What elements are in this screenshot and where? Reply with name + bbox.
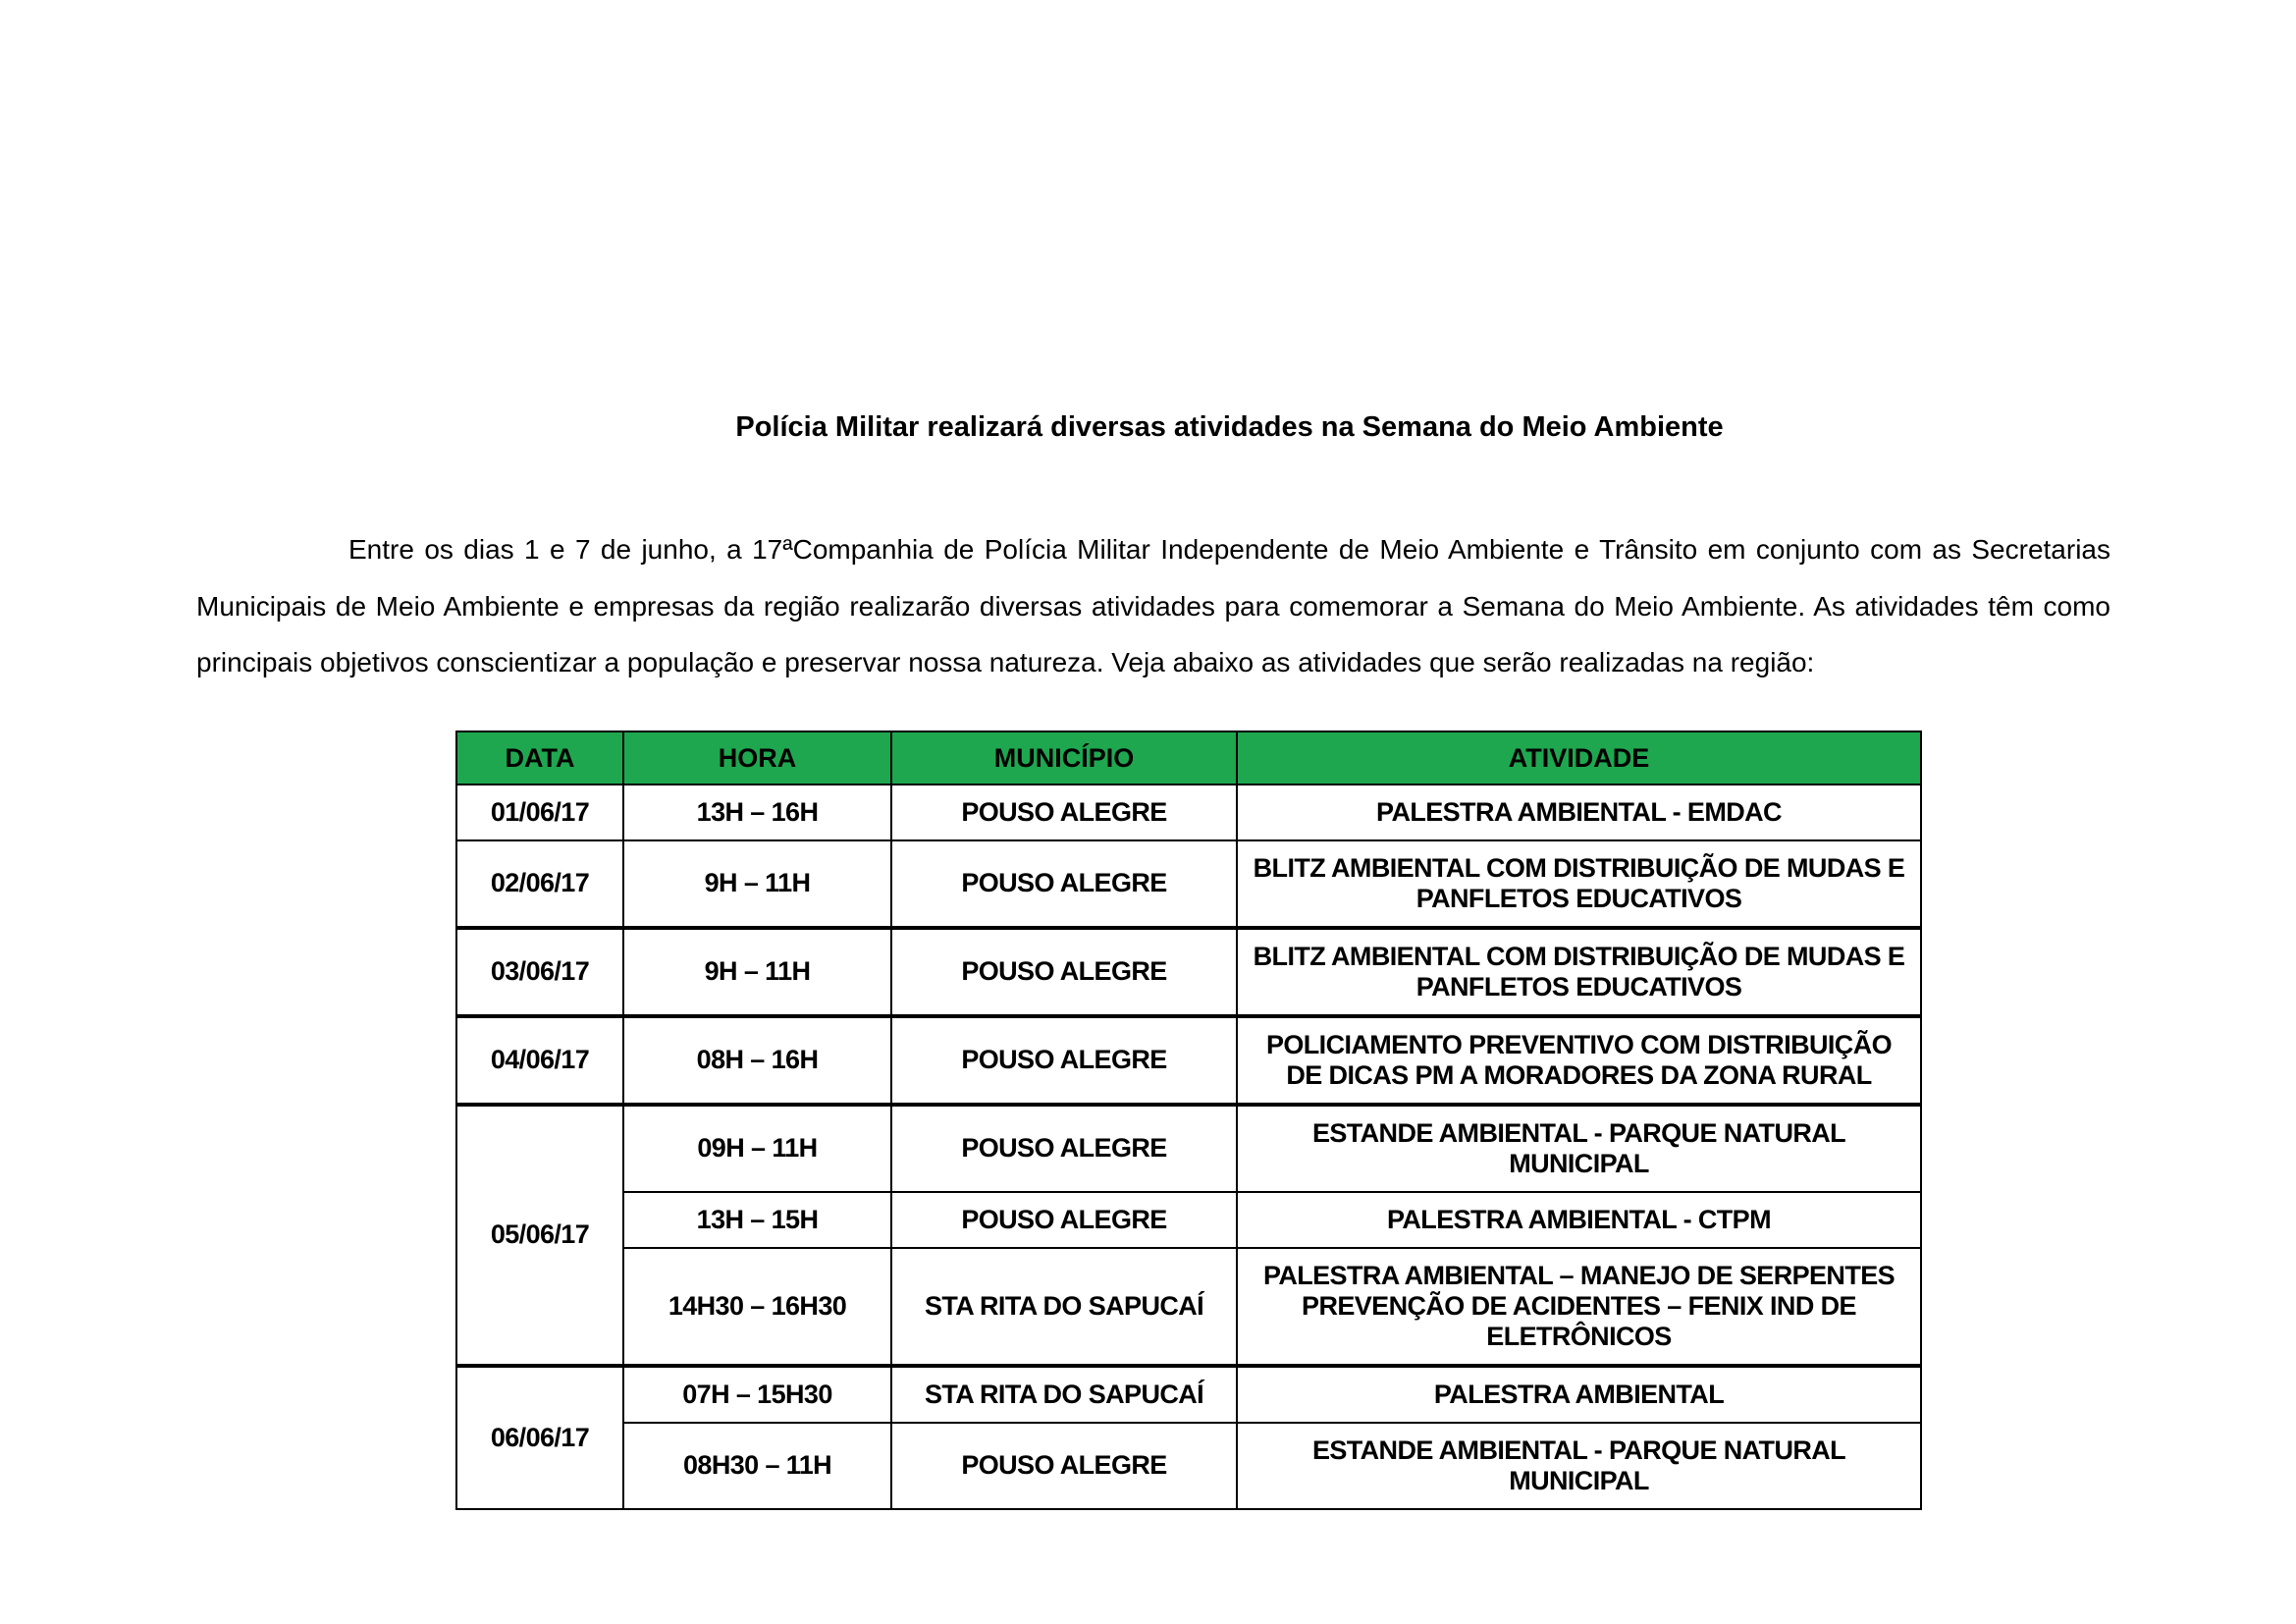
table-row	[456, 1366, 1921, 1423]
document-title: Polícia Militar realizará diversas atividades na Semana do Meio Ambiente	[735, 411, 1724, 443]
schedule-table-body	[456, 785, 1921, 1509]
municipio-cell: POUSO ALEGRE	[891, 1423, 1237, 1509]
municipio-cell: STA RITA DO SAPUCAÍ	[891, 1248, 1237, 1366]
atividade-cell: ESTANDE AMBIENTAL - PARQUE NATURAL MUNICIPAL	[1237, 1423, 1921, 1509]
table-header-row	[456, 731, 1921, 785]
document-content	[196, 0, 2110, 1510]
hora-cell: 13H – 15H	[623, 1192, 891, 1248]
date-cell: 03/06/17	[456, 928, 623, 1016]
date-cell: 05/06/17	[456, 1105, 623, 1366]
municipio-cell: POUSO ALEGRE	[891, 1016, 1237, 1105]
schedule-table	[455, 731, 1922, 1510]
atividade-cell: BLITZ AMBIENTAL COM DISTRIBUIÇÃO DE MUDAS E PANFLETOS EDUCATIVOS	[1237, 840, 1921, 928]
hora-cell: 07H – 15H30	[623, 1366, 891, 1423]
table-row	[456, 840, 1921, 928]
atividade-cell: ESTANDE AMBIENTAL - PARQUE NATURAL MUNICIPAL	[1237, 1105, 1921, 1192]
table-row	[456, 1105, 1921, 1192]
table-row	[456, 1016, 1921, 1105]
hora-cell: 08H – 16H	[623, 1016, 891, 1105]
atividade-cell: PALESTRA AMBIENTAL	[1237, 1366, 1921, 1423]
municipio-cell: POUSO ALEGRE	[891, 928, 1237, 1016]
header-atividade: ATIVIDADE	[1237, 731, 1921, 785]
atividade-cell: PALESTRA AMBIENTAL - EMDAC	[1237, 785, 1921, 840]
date-cell: 06/06/17	[456, 1366, 623, 1509]
hora-cell: 13H – 16H	[623, 785, 891, 840]
table-row	[456, 1248, 1921, 1366]
municipio-cell: POUSO ALEGRE	[891, 1105, 1237, 1192]
hora-cell: 9H – 11H	[623, 840, 891, 928]
intro-paragraph: Entre os dias 1 e 7 de junho, a 17ªCompanhia de Polícia Militar Independente de Meio Ambiente e Trânsito em conjunto com as Secretarias Municipais de Meio Ambiente e empresas da região realizarão diversas atividades para comemorar a Semana do Meio Ambiente. As atividades têm como principais objetivos conscientizar a população e preservar nossa natureza. Veja abaixo as atividades que serão realizadas na região:	[196, 534, 2110, 677]
hora-cell: 14H30 – 16H30	[623, 1248, 891, 1366]
hora-cell: 08H30 – 11H	[623, 1423, 891, 1509]
date-cell: 04/06/17	[456, 1016, 623, 1105]
atividade-cell: PALESTRA AMBIENTAL – MANEJO DE SERPENTES PREVENÇÃO DE ACIDENTES – FENIX IND DE ELETRÔNICOS	[1237, 1248, 1921, 1366]
municipio-cell: POUSO ALEGRE	[891, 1192, 1237, 1248]
municipio-cell: POUSO ALEGRE	[891, 785, 1237, 840]
atividade-cell: BLITZ AMBIENTAL COM DISTRIBUIÇÃO DE MUDAS E PANFLETOS EDUCATIVOS	[1237, 928, 1921, 1016]
header-data: DATA	[456, 731, 623, 785]
municipio-cell: STA RITA DO SAPUCAÍ	[891, 1366, 1237, 1423]
date-cell: 02/06/17	[456, 840, 623, 928]
header-municipio: MUNICÍPIO	[891, 731, 1237, 785]
atividade-cell: PALESTRA AMBIENTAL - CTPM	[1237, 1192, 1921, 1248]
date-cell: 01/06/17	[456, 785, 623, 840]
table-row	[456, 1423, 1921, 1509]
table-row	[456, 928, 1921, 1016]
table-row	[456, 785, 1921, 840]
municipio-cell: POUSO ALEGRE	[891, 840, 1237, 928]
atividade-cell: POLICIAMENTO PREVENTIVO COM DISTRIBUIÇÃO DE DICAS PM A MORADORES DA ZONA RURAL	[1237, 1016, 1921, 1105]
hora-cell: 09H – 11H	[623, 1105, 891, 1192]
table-row	[456, 1192, 1921, 1248]
header-hora: HORA	[623, 731, 891, 785]
hora-cell: 9H – 11H	[623, 928, 891, 1016]
